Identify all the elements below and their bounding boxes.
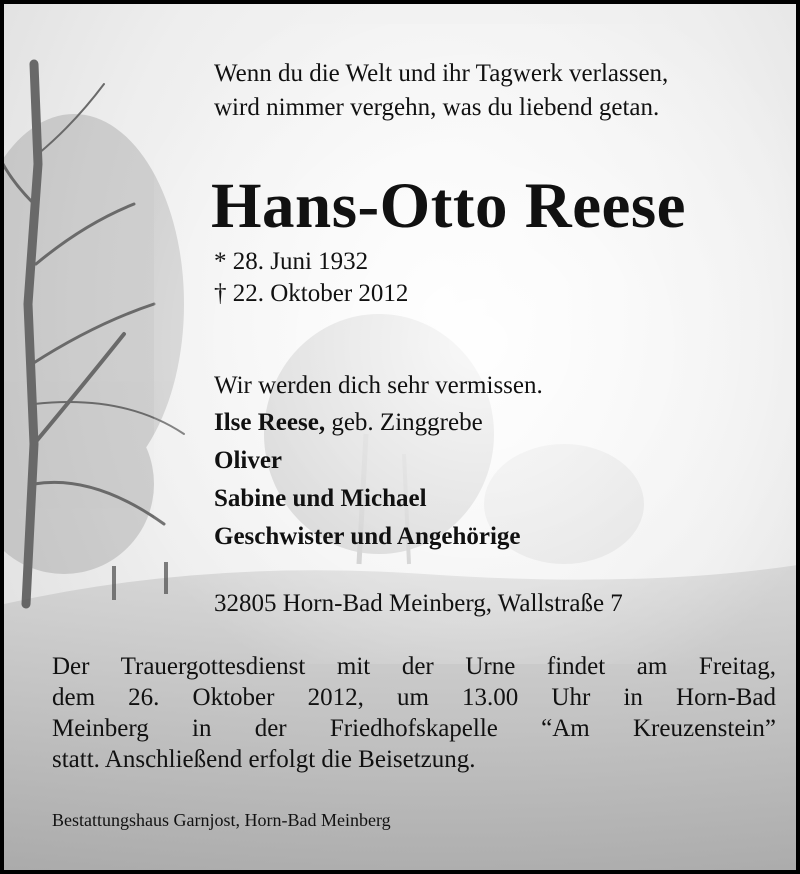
poem-line-1: Wenn du die Welt und ihr Tagwerk verlassen,	[214, 60, 669, 87]
service-notice	[52, 651, 776, 775]
mourner-line-3	[214, 482, 427, 516]
mourner-line-2	[214, 444, 282, 478]
funeral-home: Bestattungshaus Garnjost, Horn-Bad Meinberg	[52, 810, 391, 830]
obituary-content	[4, 4, 800, 874]
mourners-intro: Wir werden dich sehr vermissen.	[214, 372, 543, 399]
service-line-1: Der Trauergottesdienst mit der Urne findet am Freitag,	[52, 653, 776, 680]
mourner-spouse-name: Ilse Reese,	[214, 409, 326, 436]
birth-date: * 28. Juni 1932	[214, 248, 369, 275]
deceased-name: Hans-Otto Reese	[211, 170, 687, 242]
mourner-line-4	[214, 520, 521, 554]
service-line-2: dem 26. Oktober 2012, um 13.00 Uhr in Horn-Bad	[52, 684, 776, 711]
service-line-3: Meinberg in der Friedhofskapelle “Am Kreuzenstein”	[52, 715, 776, 742]
mourner-line-3-text: Sabine und Michael	[214, 485, 427, 512]
mourner-spouse	[214, 406, 483, 440]
poem-line-2: wird nimmer vergehn, was du liebend getan.	[214, 94, 660, 121]
mourner-line-2-text: Oliver	[214, 447, 283, 474]
address: 32805 Horn-Bad Meinberg, Wallstraße 7	[214, 590, 623, 617]
mourner-line-4-text: Geschwister und Angehörige	[214, 523, 521, 550]
death-date: † 22. Oktober 2012	[214, 280, 409, 307]
mourner-spouse-maiden: geb. Zinggrebe	[325, 409, 483, 436]
service-line-4: statt. Anschließend erfolgt die Beisetzung.	[52, 746, 476, 773]
